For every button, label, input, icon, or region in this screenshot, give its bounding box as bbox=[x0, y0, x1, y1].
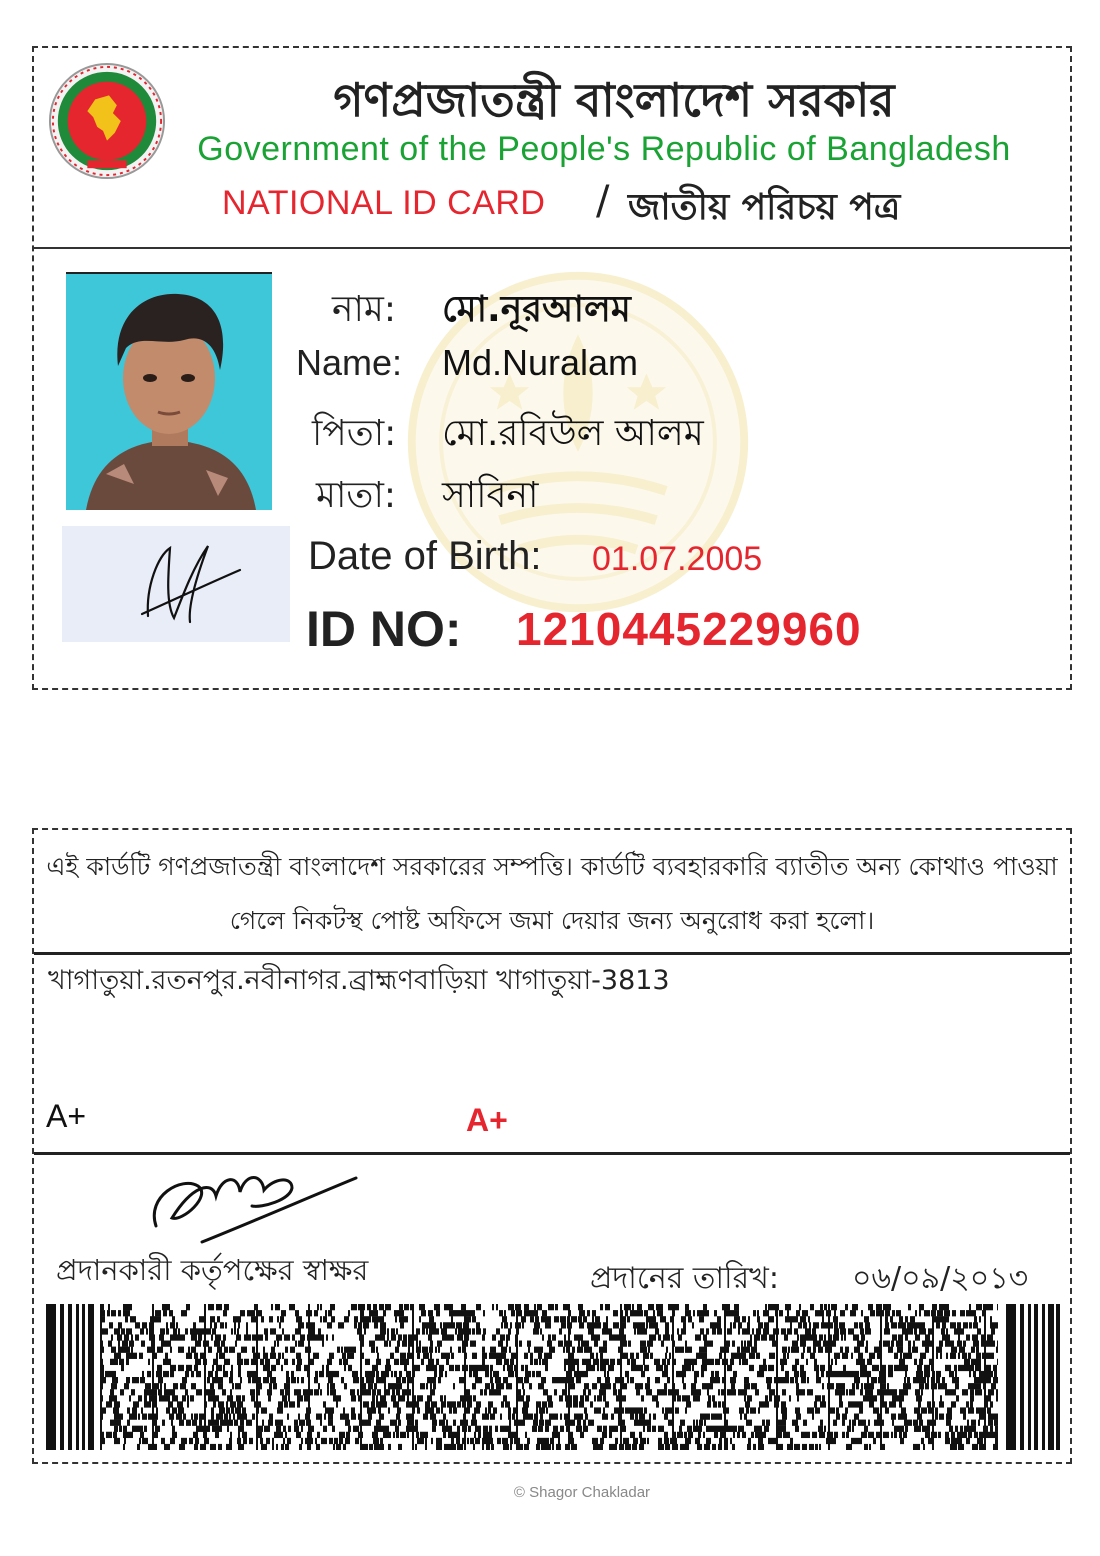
name-bn-label: নাম: bbox=[332, 289, 397, 330]
issue-date-value: ০৬/০৯/২০১৩ bbox=[852, 1261, 1029, 1296]
father-label: পিতা: bbox=[312, 413, 397, 454]
header-divider bbox=[34, 247, 1070, 249]
card-title-bn: জাতীয় পরিচয় পত্র bbox=[628, 186, 901, 228]
holder-photo bbox=[66, 272, 272, 510]
holder-signature bbox=[62, 526, 290, 642]
blood-group-label: A+ bbox=[46, 1098, 87, 1134]
mother-label: মাতা: bbox=[316, 475, 397, 516]
government-title-bn: গণপ্রজাতন্ত্রী বাংলাদেশ সরকার bbox=[333, 73, 895, 127]
id-number-label: ID NO: bbox=[306, 601, 462, 657]
ownership-notice: এই কার্ডটি গণপ্রজাতন্ত্রী বাংলাদেশ সরকারের সম্পত্তি। কার্ডটি ব্যবহারকারি ব্যাতীত অন্য কোথাও পাওয়া গেলে নিকটস্থ পোষ্ট অফিসে জমা দেয়ার জন্য অনুরোধ করা হলো। bbox=[46, 852, 1058, 935]
name-en-label: Name: bbox=[296, 342, 403, 383]
notice-divider bbox=[34, 952, 1070, 955]
card-header bbox=[34, 48, 1070, 248]
authority-signature-label: প্রদানকারী কর্তৃপক্ষের স্বাক্ষর bbox=[56, 1253, 369, 1287]
dob-value: 01.07.2005 bbox=[592, 540, 763, 578]
authority-signature bbox=[142, 1156, 362, 1252]
dob-label: Date of Birth: bbox=[308, 534, 542, 578]
bangladesh-seal-icon bbox=[48, 62, 166, 180]
nid-card-front bbox=[32, 46, 1072, 690]
government-title-en: Government of the People's Republic of Bangladesh bbox=[197, 130, 1011, 168]
id-number-value: 1210445229960 bbox=[516, 603, 862, 655]
blood-group-value: A+ bbox=[466, 1102, 508, 1138]
name-en-value: Md.Nuralam bbox=[442, 342, 639, 383]
father-value: মো.রবিউল আলম bbox=[442, 413, 704, 454]
name-bn-value: মো.নূরআলম bbox=[442, 289, 631, 330]
title-separator: / bbox=[596, 178, 610, 224]
photo-credit: © Shagor Chakladar bbox=[513, 1484, 651, 1501]
mother-value: সাবিনা bbox=[442, 475, 539, 516]
pdf417-barcode-icon bbox=[46, 1304, 1062, 1450]
address-divider bbox=[34, 1152, 1070, 1155]
card-title-en: NATIONAL ID CARD bbox=[222, 184, 546, 222]
issue-date-label: প্রদানের তারিখ: bbox=[590, 1261, 779, 1296]
address-text: খাগাতুয়া.রতনপুর.নবীনাগর.ব্রাহ্মণবাড়িয়া খাগাতুয়া-3813 bbox=[48, 965, 670, 996]
nid-card-back bbox=[32, 828, 1072, 1464]
